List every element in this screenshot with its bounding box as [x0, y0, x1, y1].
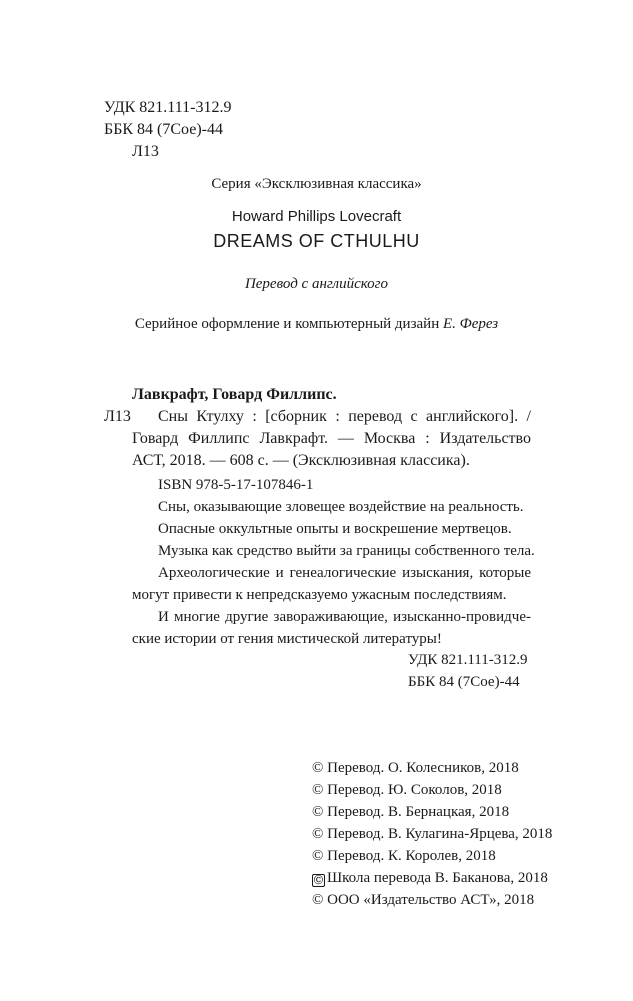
title-english: DREAMS OF CTHULHU — [213, 231, 420, 251]
header-bbk: ББК 84 (7Сое)-44 — [104, 121, 223, 138]
copyright-line-school — [312, 868, 548, 888]
copyright-line: © Перевод. В. Кулагина-Ярцева, 2018 — [312, 826, 553, 842]
copyright-line: © ООО «Издательство АСТ», 2018 — [312, 892, 535, 908]
series-line: Серия «Эксклюзивная классика» — [211, 176, 422, 192]
copyright-school-text: Школа перевода В. Баканова, 2018 — [327, 870, 548, 886]
copyright-line: © Перевод. В. Бернацкая, 2018 — [312, 804, 510, 820]
catalog-bbk: ББК 84 (7Сое)-44 — [408, 674, 520, 690]
annotation-line: могут привести к непредсказуемо ужасным последствиям. — [132, 587, 507, 603]
author-english: Howard Phillips Lovecraft — [231, 208, 402, 225]
isbn: ISBN 978-5-17-107846-1 — [158, 477, 314, 493]
catalog-desc-line: Говард Филлипс Лавкрафт. — Москва : Издательство — [132, 430, 531, 447]
catalog-mark: Л13 — [104, 408, 131, 425]
copyright-line: © Перевод. К. Королев, 2018 — [312, 848, 496, 864]
header-udk: УДК 821.111-312.9 — [104, 99, 232, 116]
translation-note: Перевод с английского — [244, 276, 389, 292]
annotation-line: Музыка как средство выйти за границы собственного тела. — [158, 543, 535, 559]
annotation-line: И многие другие завораживающие, изысканно-провидче- — [158, 609, 531, 625]
annotation-line: Сны, оказывающие зловещее воздействие на реальность. — [158, 499, 524, 515]
catalog-heading: Лавкрафт, Говард Филлипс. — [132, 386, 337, 403]
designer-name: Е. Ферез — [442, 316, 499, 332]
annotation-line: Археологические и генеалогические изыскания, которые — [158, 565, 531, 581]
copyright-line: © Перевод. Ю. Соколов, 2018 — [312, 782, 502, 798]
design-credit-text: Серийное оформление и компьютерный дизайн — [134, 316, 443, 332]
copyright-line: © Перевод. О. Колесников, 2018 — [312, 760, 519, 776]
annotation-line: ские истории от гения мистической литературы! — [132, 631, 442, 647]
catalog-udk: УДК 821.111-312.9 — [408, 652, 528, 668]
catalog-desc-line: Сны Ктулху : [сборник : перевод с английского]. / — [158, 408, 531, 425]
catalog-desc-line: АСТ, 2018. — 608 с. — (Эксклюзивная классика). — [132, 452, 470, 469]
design-credit — [0, 314, 633, 334]
school-copyright-icon: Ⓒ — [313, 875, 323, 885]
annotation-line: Опасные оккультные опыты и воскрешение мертвецов. — [158, 521, 512, 537]
header-author-mark: Л13 — [132, 143, 159, 160]
